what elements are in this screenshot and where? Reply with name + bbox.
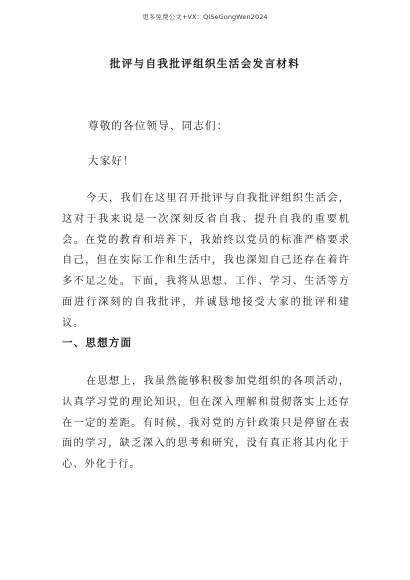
document-title: 批评与自我批评组织生活会发言材料: [109, 58, 301, 70]
greeting: 大家好！: [88, 155, 135, 167]
section-heading-thought: 一、思想方面: [62, 337, 133, 349]
paragraph-intro: 今天，我们在这里召开批评与自我批评组织生活会，这对于我来说是一次深刻反省自我、提升自我的重要机会。在党的教育和培养下，我始终以党员的标准严格要求自己，但在实际工作和生活中，我也深知自己还存在着许多不足之处。下面，我将从思想、工作、学习、生活等方面进行深刻的自我批评，并诚恳地接受大家的批评和建议。: [62, 193, 350, 329]
salutation: 尊敬的各位领导、同志们：: [88, 120, 229, 132]
paragraph-thought: 在思想上，我虽然能够积极参加党组织的各项活动，认真学习党的理论知识，但在深入理解和贯彻落实上还存在一定的差距。有时候，我对党的方针政策只是停留在表面的学习，缺乏深入的思考和研究，没有真正将其内化于心、外化于行。: [62, 376, 350, 471]
header-note: 更多免费公文+VX：QiSeGongWen2024: [142, 13, 268, 21]
